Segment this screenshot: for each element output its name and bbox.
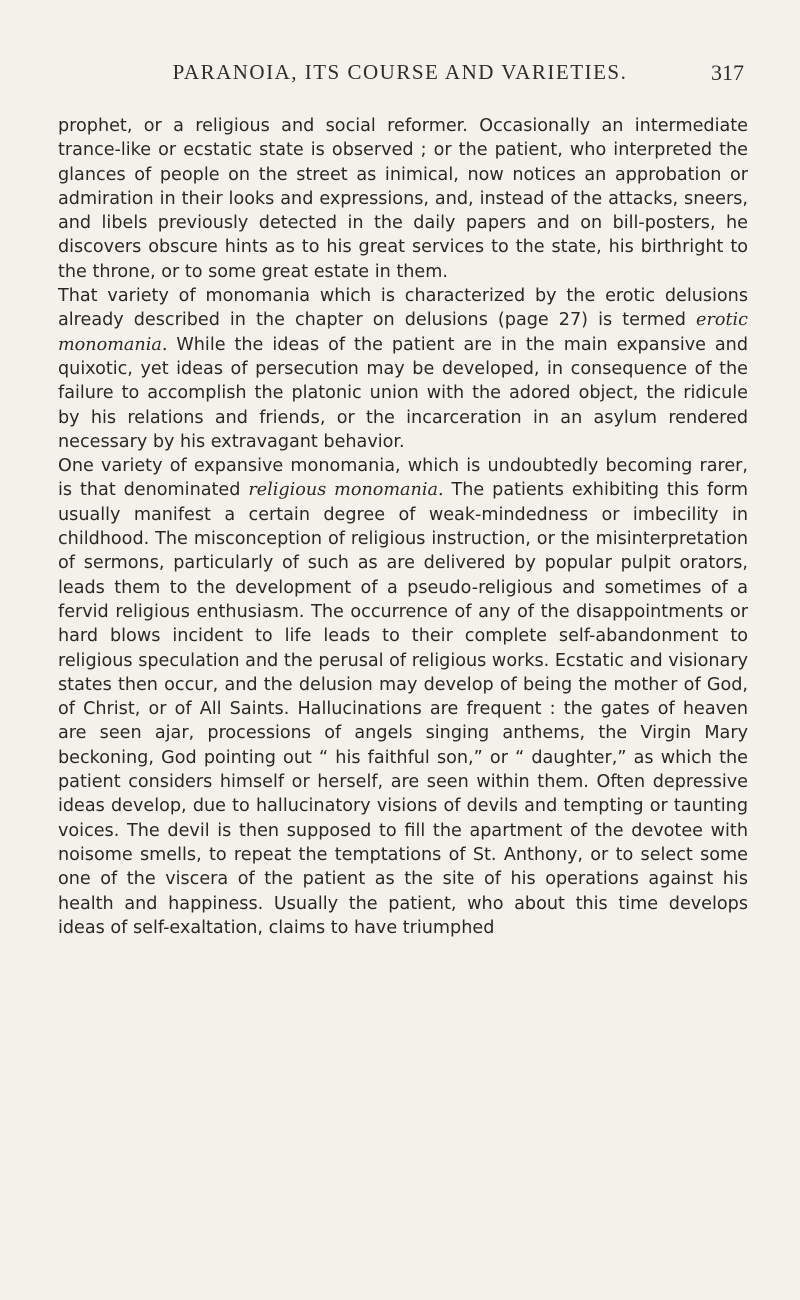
paragraph-2-text-a: That variety of monomania which is characterized by the erotic delusions already described in the chapter on delusions (page 27) is termed bbox=[58, 286, 748, 331]
paragraph-2 bbox=[58, 284, 748, 454]
paragraph-3-text-a: One variety of expansive monomania, which is undoubtedly becoming rarer, is that denominated bbox=[58, 456, 748, 501]
paragraph-2-text-b: While the ideas of the patient are in the main expansive and quixotic, yet ideas of persecution may be developed, in consequence of the failure to accomplish the platonic union with the adored object, the ridicule by his relations and friends, or the incarceration in an asylum rendered necessary by his extravagant behavior. bbox=[58, 334, 748, 452]
erotic-monomania-term: erotic monomania. bbox=[58, 310, 748, 355]
paragraph-3-text-b: The patients exhibiting this form usually manifest a certain degree of weak-mindedness or imbecility in childhood. The misconception of religious instruction, or the misinterpretation of sermons, particularly of such as are delivered by popular pulpit orators, leads them to the development of a pseudo-religious and sometimes of a fervid religious enthusiasm. The occurrence of any of the disappointments or hard blows incident to life leads to their complete self-abandonment to religious speculation and the perusal of religious works. Ecstatic and visionary states then occur, and the delusion may develop of being the mother of God, of Christ, or of All Saints. Hallucinations are frequent : the gates of heaven are seen ajar, processions of angels singing anthems, the Virgin Mary beckoning, God pointing out “ his faithful son,” or “ daughter,” as which the patient considers himself or herself, are seen within them. Often depressive ideas develop, due to hallucinatory visions of devils and tempting or taunting voices. The devil is then supposed to fill the apartment of the devotee with noisome smells, to repeat the temptations of St. Anthony, or to select some one of the viscera of the patient as the site of his operations against his health and happiness. Usually the patient, who about this time develops ideas of self-exaltation, claims to have triumphed bbox=[58, 480, 748, 938]
paragraph-1 bbox=[58, 114, 748, 284]
paragraph-1-text: prophet, or a religious and social reformer. Occasionally an intermediate trance-like or ecstatic state is observed ; or the patient, who interpreted the glances of people on the street as inimical, now notices an approbation or admiration in their looks and expressions, and, instead of the attacks, sneers, and libels previously detected in the daily papers and on bill-posters, he discovers obscure hints as to his great services to the state, his birthright to the throne, or to some great estate in them. bbox=[58, 116, 748, 282]
religious-monomania-term: religious monomania. bbox=[248, 480, 444, 501]
body-text bbox=[58, 114, 748, 940]
paragraph-3 bbox=[58, 454, 748, 940]
page-number: 317 bbox=[711, 60, 744, 85]
running-head: PARANOIA, ITS COURSE AND VARIETIES. bbox=[172, 60, 628, 84]
